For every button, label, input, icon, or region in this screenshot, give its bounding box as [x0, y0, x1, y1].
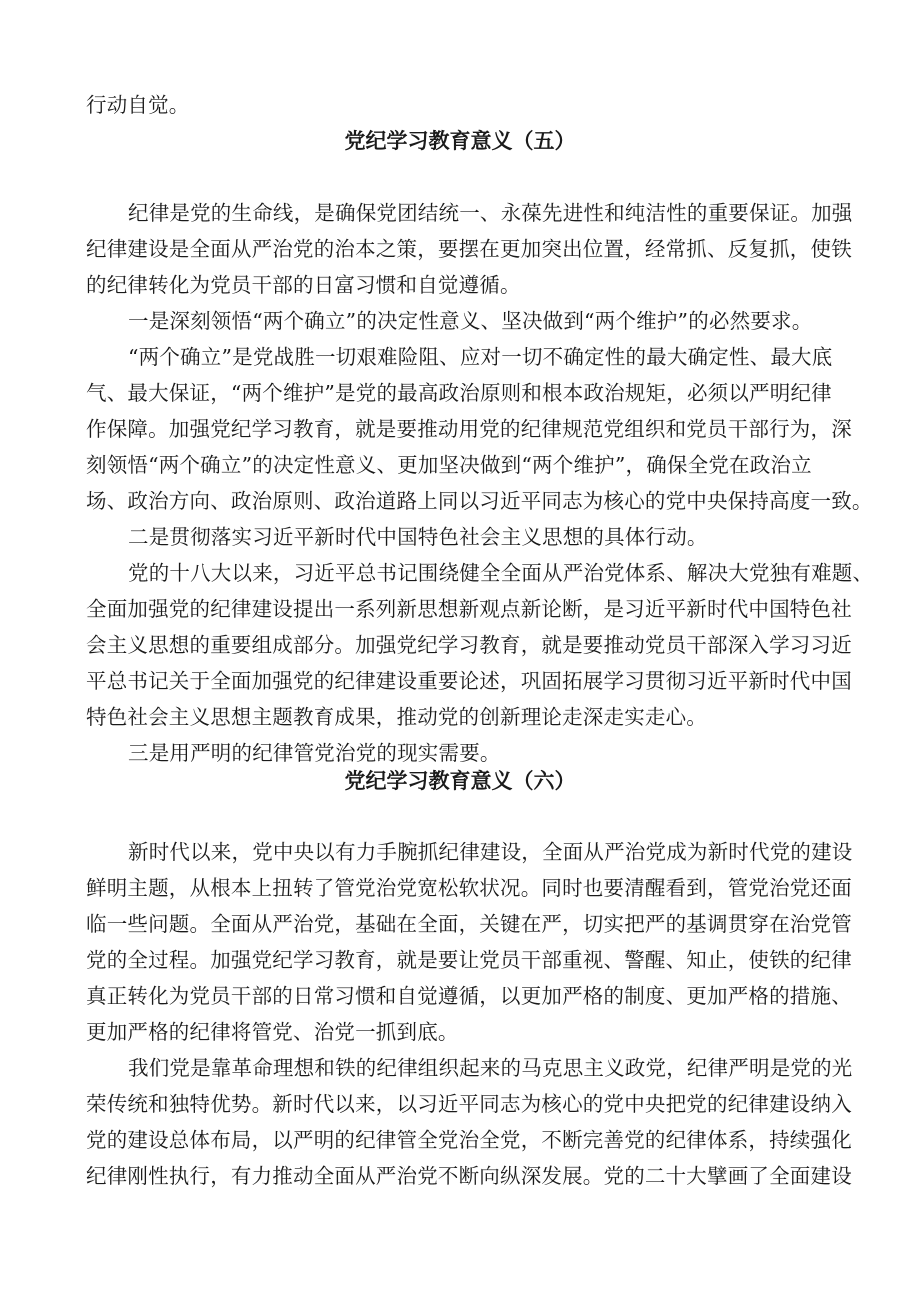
s5-p2-line-3: 作保障。加强党纪学习教育，就是要推动用党的纪律规范党组织和党员干部行为，深: [86, 417, 852, 441]
s6-p1-line-6: 更加严格的纪律将管党、治党一抓到底。: [86, 1020, 459, 1044]
s5-point-two-heading: 二是贯彻落实习近平新时代中国特色社会主义思想的具体行动。: [128, 525, 708, 549]
s5-p1-line-3: 的纪律转化为党员干部的日富习惯和自觉遵循。: [86, 273, 521, 297]
s6-p2-line-1: 我们党是靠革命理想和铁的纪律组织起来的马克思主义政党，纪律严明是党的光: [128, 1056, 853, 1080]
s5-p2-line-5: 场、政治方向、政治原则、政治道路上同以习近平同志为核心的党中央保持高度一致。: [86, 489, 873, 513]
s6-p2-line-2: 荣传统和独特优势。新时代以来，以习近平同志为核心的党中央把党的纪律建设纳入: [86, 1092, 852, 1116]
s6-p1-line-5: 真正转化为党员干部的日常习惯和自觉遵循，以更加严格的制度、更加严格的措施、: [86, 984, 852, 1008]
s6-p2-line-4: 纪律刚性执行，有力推动全面从严治党不断向纵深发展。党的二十大擘画了全面建设: [86, 1164, 852, 1188]
s6-p1-line-1: 新时代以来，党中央以有力手腕抓纪律建设，全面从严治党成为新时代党的建设: [128, 840, 853, 864]
s5-p2-line-1: “两个确立”是党战胜一切艰难险阻、应对一切不确定性的最大确定性、最大底: [128, 345, 833, 369]
s5-p3-line-2: 全面加强党的纪律建设提出一系列新思想新观点新论断，是习近平新时代中国特色社: [86, 597, 852, 621]
s5-p1-line-2: 纪律建设是全面从严治党的治本之策，要摆在更加突出位置，经常抓、反复抓，使铁: [86, 237, 852, 261]
s5-point-three-heading: 三是用严明的纪律管党治党的现实需要。: [128, 741, 501, 765]
s5-p3-line-3: 会主义思想的重要组成部分。加强党纪学习教育，就是要推动党员干部深入学习习近: [86, 633, 852, 657]
s5-p1-line-1: 纪律是党的生命线，是确保党团结统一、永葆先进性和纯洁性的重要保证。加强: [128, 201, 853, 225]
s5-point-one-heading: 一是深刻领悟“两个确立”的决定性意义、坚决做到“两个维护”的必然要求。: [128, 309, 813, 333]
intro-tail-line: 行动自觉。: [86, 93, 190, 117]
s5-p2-line-2: 气、最大保证，“两个维护”是党的最高政治原则和根本政治规矩，必须以严明纪律: [86, 381, 832, 405]
s6-p1-line-4: 党的全过程。加强党纪学习教育，就是要让党员干部重视、警醒、知止，使铁的纪律: [86, 948, 852, 972]
s6-p2-line-3: 党的建设总体布局，以严明的纪律管全党治全党，不断完善党的纪律体系，持续强化: [86, 1128, 852, 1152]
section-five-title: 党纪学习教育意义（五）: [344, 129, 576, 153]
s5-p3-line-1: 党的十八大以来，习近平总书记围绕健全全面从严治党体系、解决大党独有难题、: [128, 561, 874, 585]
s5-p2-line-4: 刻领悟“两个确立”的决定性意义、更加坚决做到“两个维护”，确保全党在政治立: [86, 453, 812, 477]
section-six-title: 党纪学习教育意义（六）: [344, 769, 576, 793]
s6-p1-line-2: 鲜明主题，从根本上扭转了管党治党宽松软状况。同时也要清醒看到，管党治党还面: [86, 876, 852, 900]
s6-p1-line-3: 临一些问题。全面从严治党，基础在全面，关键在严，切实把严的基调贯穿在治党管: [86, 912, 852, 936]
s5-p3-line-4: 平总书记关于全面加强党的纪律建设重要论述，巩固拓展学习贯彻习近平新时代中国: [86, 669, 852, 693]
s5-p3-line-5: 特色社会主义思想主题教育成果，推动党的创新理论走深走实走心。: [86, 705, 707, 729]
